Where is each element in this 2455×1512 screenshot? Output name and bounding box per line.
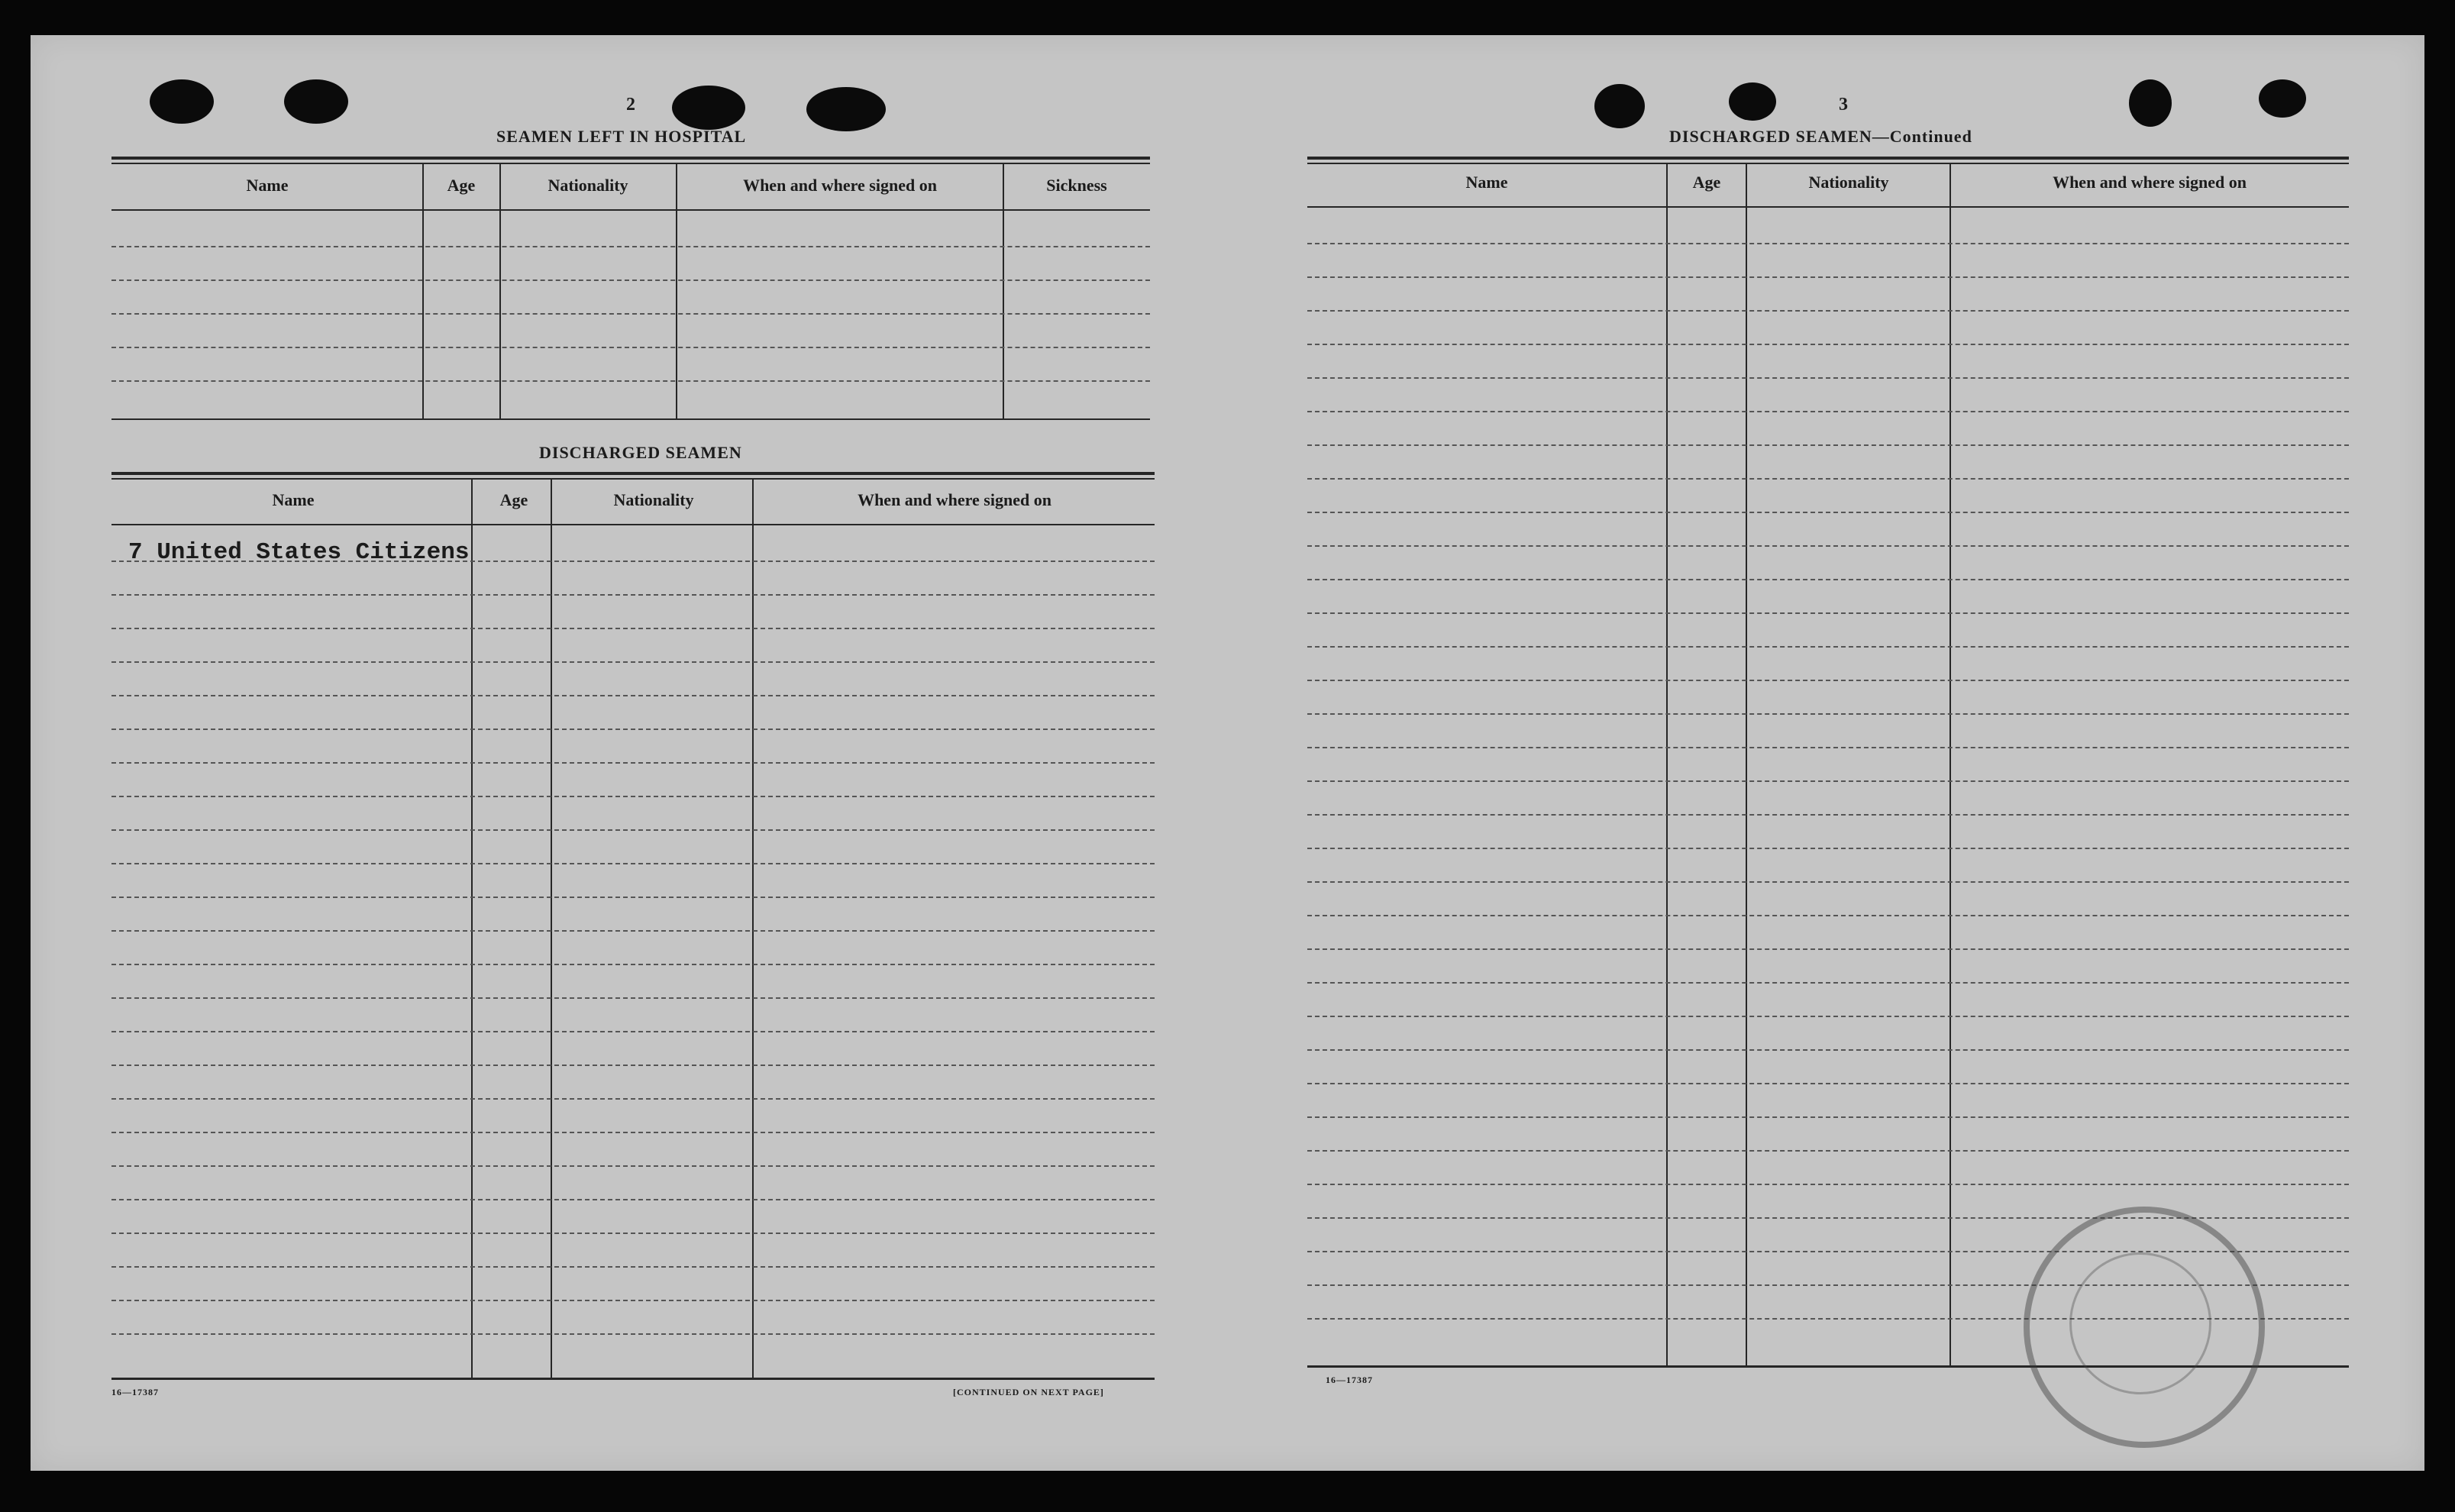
- column-header-name: Name: [272, 490, 315, 509]
- column-header-when-where: When and where signed on: [743, 176, 937, 195]
- column-header-when-where: When and where signed on: [2053, 173, 2247, 192]
- column-header-name: Name: [1465, 173, 1508, 192]
- form-number: 16—17387: [111, 1387, 159, 1397]
- section-title: DISCHARGED SEAMEN: [539, 443, 742, 462]
- column-header-age: Age: [499, 490, 528, 509]
- column-header-when-where: When and where signed on: [858, 490, 1051, 509]
- column-header-nationality: Nationality: [613, 490, 694, 509]
- column-header-name: Name: [246, 176, 289, 195]
- punch-hole: [1594, 84, 1645, 128]
- punch-hole: [284, 79, 348, 124]
- column-header-sickness: Sickness: [1046, 176, 1107, 195]
- section-title-suffix: —Continued: [1872, 127, 1972, 146]
- column-header-nationality: Nationality: [548, 176, 628, 195]
- page-number: 3: [1839, 95, 1848, 115]
- punch-hole: [672, 86, 745, 130]
- punch-hole: [150, 79, 214, 124]
- punch-hole: [2129, 79, 2172, 127]
- column-header-age: Age: [1692, 173, 1721, 192]
- punch-hole: [2259, 79, 2306, 118]
- section-title: SEAMEN LEFT IN HOSPITAL: [496, 127, 747, 146]
- column-header-age: Age: [447, 176, 476, 195]
- form-number: 16—17387: [1326, 1375, 1373, 1385]
- punch-hole: [1729, 82, 1776, 121]
- circular-stamp-inner: [2069, 1252, 2211, 1394]
- section-title: [1669, 127, 1972, 147]
- continued-note: [CONTINUED ON NEXT PAGE]: [953, 1387, 1104, 1397]
- page-number: 2: [626, 95, 635, 115]
- column-header-nationality: Nationality: [1808, 173, 1889, 192]
- typed-entry: 7 United States Citizens: [128, 539, 470, 566]
- section-title-main: DISCHARGED SEAMEN: [1669, 127, 1872, 146]
- punch-hole: [806, 87, 886, 131]
